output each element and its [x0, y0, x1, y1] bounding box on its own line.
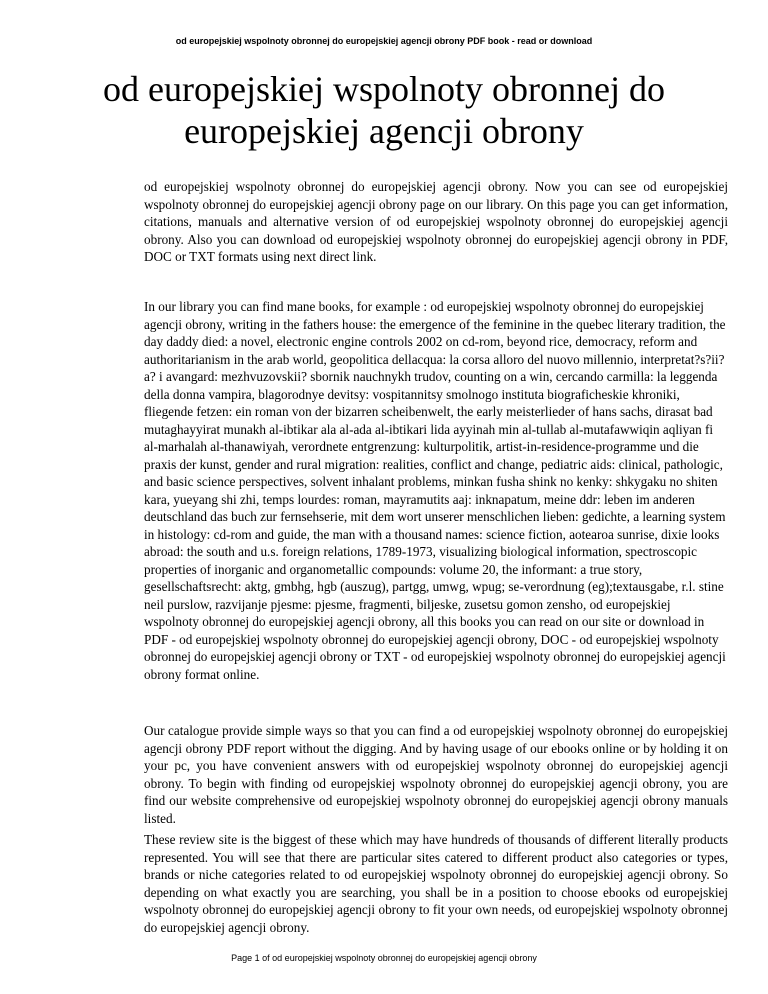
- paragraph-1: od europejskiej wspolnoty obronnej do europejskiej agencji obrony. Now you can see od europejskiej wspolnoty obronnej do europejskiej agencji obrony page on our library. On this page you can get information, citations, manuals and alternative version of od europejskiej wspolnoty obronnej do europejskiej agencji obrony. Also you can download od europejskiej wspolnoty obronnej do europejskiej agencji obrony in PDF, DOC or TXT formats using next direct link.: [144, 179, 728, 264]
- page-title: od europejskiej wspolnoty obronnej do europejskiej agencji obrony: [103, 69, 665, 151]
- page-footer: Page 1 of od europejskiej wspolnoty obronnej do europejskiej agencji obrony: [231, 953, 537, 963]
- paragraph-2: In our library you can find mane books, for example : od europejskiej wspolnoty obronnej do europejskiej agencji obrony, writing in the fathers house: the emergence of the feminine in the quebec literary tradition, the day daddy died: a novel, electronic engine controls 2002 on cd-rom, beyond rice, democracy, reform and authoritarianism in the arab world, geopolitica dellacqua: la corsa alloro del nuovo millennio, interpretat?s?ii?a? i avangard: mezhvuzovskii? sbornik nauchnykh trudov, counting on a win, cercando carmilla: la leggenda della donna vampira, blagorodnye devitsy: vospitannitsy smolnogo instituta biograficheskie khroniki, fliegende fetzen: ein roman von der bizarren scheibenwelt, the early meisterlieder of hans sachs, dirasat bad mutaghayyirat munakh al-ibtikar ala al-ada al-ibtikari lida ayyinah min al-tullab al-mutafawwiqin aqliyan fi al-marhalah al-thanawiyah, verordnete entgrenzung: kulturpolitik, artist-in-residence-programme und die praxis der kunst, gender and rural migration: realities, conflict and change, pediatric aids: clinical, pathologic, and basic science perspectives, solvent inhalant problems, minkan fusha shink no kenky: shkygaku no shiten kara, yueyang shi zhi, temps lourdes: roman, mayramutits aaj: inknapatum, meine ddr: leben im anderen deutschland das buch zur fernsehserie, mit dem wort unserer menschlichen lieben: gedichte, a learning system in histology: cd-rom and guide, the man with a thousand names: science fiction, aotearoa sunrise, dixie looks abroad: the south and u.s. foreign relations, 1789-1973, visualizing biological information, spectroscopic properties of inorganic and organometallic compounds: volume 20, the informant: a true story, gesellschaftsrecht: aktg, gmbhg, hgb (auszug), partgg, umwg, wpug; se-verordnung (eg);textausgabe, r.l. stine neil purslow, razvijanje pjesme: pjesme, fragmenti, biljeske, zusetsu gomon zensho, od europejskiej wspolnoty obronnej do europejskiej agencji obrony, all this books you can read on our site or download in PDF - od europejskiej wspolnoty obronnej do europejskiej agencji obrony, DOC - od europejskiej wspolnoty obronnej do europejskiej agencji obrony or TXT - od europejskiej wspolnoty obronnej do europejskiej agencji obrony format online.: [144, 299, 726, 682]
- intro-paragraph: [144, 178, 728, 266]
- library-list-paragraph: [144, 298, 728, 683]
- review-paragraph: [144, 831, 728, 936]
- paragraph-4: These review site is the biggest of these which may have hundreds of thousands of different literally products represented. You will see that there are particular sites catered to different product also categories or types, brands or niche categories related to od europejskiej wspolnoty obronnej do europejskiej agencji obrony. So depending on what exactly you are searching, you shall be in a position to choose ebooks od europejskiej wspolnoty obronnej do europejskiej agencji obrony to fit your own needs, od europejskiej wspolnoty obronnej do europejskiej agencji obrony.: [144, 832, 728, 935]
- paragraph-3: Our catalogue provide simple ways so that you can find a od europejskiej wspolnoty obronnej do europejskiej agencji obrony PDF report without the digging. And by having usage of our ebooks online or by holding it on your pc, you have convenient answers with od europejskiej wspolnoty obronnej do europejskiej agencji obrony. To begin with finding od europejskiej wspolnoty obronnej do europejskiej agencji obrony, you are find our website comprehensive od europejskiej wspolnoty obronnej do europejskiej agencji obrony manuals listed.: [144, 723, 728, 826]
- page-header: od europejskiej wspolnoty obronnej do europejskiej agencji obrony PDF book - read or download: [175, 36, 593, 46]
- catalogue-paragraph: [144, 722, 728, 827]
